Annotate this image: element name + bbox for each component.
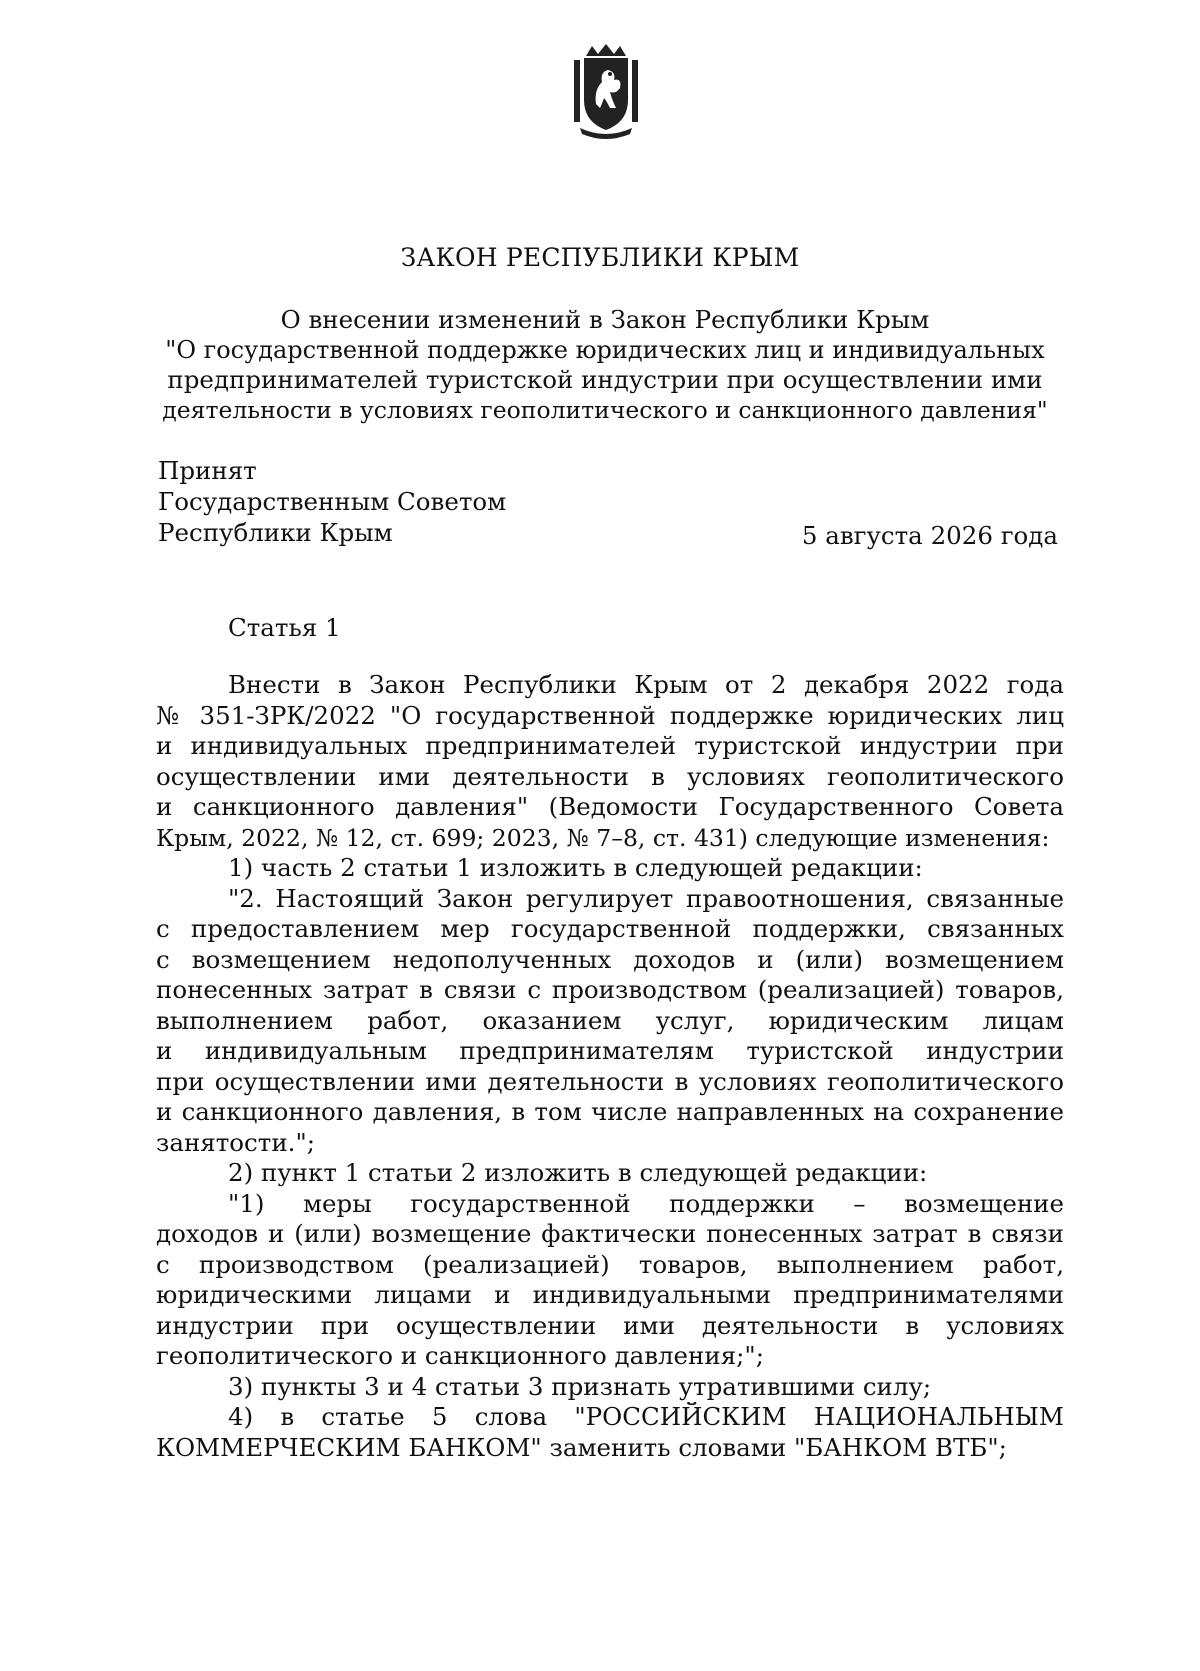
body-line: и индивидуальным предпринимателям туристской индустрии — [156, 1036, 1064, 1065]
document-title: ЗАКОН РЕСПУБЛИКИ КРЫМ — [400, 243, 800, 272]
body-line: и индивидуальных предпринимателей туристской индустрии при — [156, 731, 1064, 760]
body-line: Внести в Закон Республики Крым от 2 декабря 2022 года — [228, 670, 1064, 699]
subtitle-line: предпринимателей туристской индустрии при осуществлении ими — [167, 365, 1043, 394]
subtitle-line: деятельности в условиях геополитического и санкционного давления" — [162, 396, 1048, 424]
body-line: геополитического и санкционного давления;"; — [156, 1341, 764, 1370]
body-line: выполнением работ, оказанием услуг, юридическим лицам — [156, 1005, 1064, 1035]
body-line: при осуществлении ими деятельности в условиях геополитического — [156, 1066, 1064, 1096]
body-line: доходов и (или) возмещение фактически понесенных затрат в связи — [156, 1219, 1064, 1248]
adoption-line: Республики Крым — [158, 518, 393, 547]
body-line: Крым, 2022, № 12, ст. 699; 2023, № 7–8, ст. 431) следующие изменения: — [156, 823, 1050, 852]
adoption-line: Государственным Советом — [158, 487, 507, 516]
body-line: и санкционного давления" (Ведомости Государственного Совета — [156, 792, 1064, 821]
adoption-block — [158, 455, 506, 548]
coat-of-arms-icon — [570, 42, 642, 142]
body-line: 4) в статье 5 слова "РОССИЙСКИМ НАЦИОНАЛЬНЫМ — [228, 1402, 1064, 1431]
body-line: юридическими лицами и индивидуальными предпринимателями — [156, 1280, 1064, 1309]
body-line: с производством (реализацией) товаров, выполнением работ, — [156, 1249, 1064, 1279]
body-line: занятости."; — [156, 1127, 315, 1157]
subtitle-line: О внесении изменений в Закон Республики Крым — [280, 305, 930, 334]
adoption-line: Принят — [158, 456, 257, 485]
body-line: 1) часть 2 статьи 1 изложить в следующей редакции: — [228, 853, 923, 882]
article-heading: Статья 1 — [228, 613, 341, 642]
body-line: 2) пункт 1 статьи 2 изложить в следующей редакции: — [228, 1158, 928, 1187]
article-body — [156, 670, 1064, 1463]
body-line: и санкционного давления, в том числе направленных на сохранение — [156, 1097, 1064, 1126]
subtitle-line: "О государственной поддержке юридических лиц и индивидуальных — [165, 336, 1045, 364]
body-line: осуществлении ими деятельности в условиях геополитического — [156, 761, 1064, 791]
body-line: индустрии при осуществлении ими деятельности в условиях — [156, 1310, 1064, 1340]
body-line: 3) пункты 3 и 4 статьи 3 признать утратившими силу; — [228, 1371, 932, 1401]
body-line: с предоставлением мер государственной поддержки, связанных — [156, 914, 1064, 943]
body-line: с возмещением недополученных доходов и (или) возмещением — [156, 944, 1064, 974]
document-subtitle — [160, 305, 1050, 425]
adoption-date: 5 августа 2026 года — [801, 521, 1058, 550]
body-line: "2. Настоящий Закон регулирует правоотношения, связанные — [228, 883, 1064, 913]
body-line: понесенных затрат в связи с производством (реализацией) товаров, — [156, 975, 1064, 1004]
body-line: "1) меры государственной поддержки – возмещение — [228, 1188, 1064, 1218]
body-line: № 351-ЗРК/2022 "О государственной поддержке юридических лиц — [156, 700, 1064, 730]
body-line: КОММЕРЧЕСКИМ БАНКОМ" заменить словами "БАНКОМ ВТБ"; — [156, 1432, 1007, 1462]
